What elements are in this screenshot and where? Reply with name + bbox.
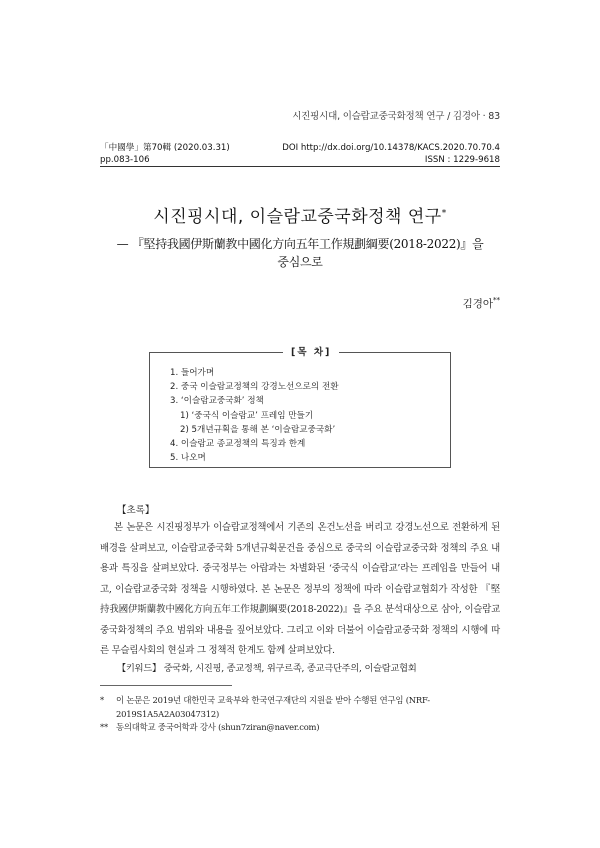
footnotes [100, 694, 500, 735]
toc-item: 4. 이슬람교 종교정책의 특징과 한계 [170, 438, 306, 449]
keywords-text: 중국화, 시진핑, 종교정책, 위구르족, 종교극단주의, 이슬람교협회 [163, 663, 417, 674]
footnote-text: 동의대학교 중국어학과 강사 (shun7ziran@naver.com) [116, 722, 320, 732]
abstract-heading: 【초록】 [117, 505, 155, 516]
keywords [117, 660, 507, 674]
author [463, 296, 500, 311]
footnote [100, 721, 500, 735]
doi-link[interactable]: DOI http://dx.doi.org/10.14378/KACS.2020.70.70.4 [282, 143, 500, 153]
journal-issue: 「中國學」第70輯 (2020.03.31) [100, 143, 230, 153]
footnote [100, 694, 500, 721]
meta-divider [100, 166, 500, 167]
toc-item: 1. 들어가며 [170, 368, 215, 378]
footnote-mark: * [100, 695, 104, 705]
toc-heading: [목 차] [283, 344, 339, 358]
abstract-body: 본 논문은 시진핑정부가 이슬람교정책에서 기존의 온건노선을 버리고 강경노선으로 전환하게 된 배경을 살펴보고, 이슬람교중국화 5개년규획문건을 중심으로 중국의 이슬람교중국화 정책의 주요 내용과 특징을 살펴보았다. 중국정부는 아랍과는 차별화된 ‘중국식 이슬람교’라는 프레임을 만들어 내고, 이슬람교중국화 정책을 시행하였다. 본 논문은 정부의 정책에 따라 이슬람교협회가 작성한 『堅持我國伊斯蘭教中國化方向五年工作規劃綱要(2018-2022)』을 주요 분석대상으로 삼아, 이슬람교중국화정책의 주요 범위와 내용을 짚어보았다. 그리고 이와 더불어 이슬람교중국화 정책의 시행에 따른 무슬림사회의 현실과 그 정책적 한계도 함께 살펴보았다. [100, 522, 500, 656]
running-head: 시진핑시대, 이슬람교중국화정책 연구 / 김경아 · 83 [292, 111, 500, 122]
paper-subtitle [80, 235, 520, 271]
footnote-mark: ** [100, 722, 108, 732]
toc-item: 5. 나오며 [170, 453, 206, 464]
paper-title [80, 202, 520, 227]
journal-meta [100, 142, 500, 166]
subtitle-line-2: 중심으로 [277, 255, 323, 269]
footnote-text: 이 논문은 2019년 대한민국 교육부와 한국연구재단의 지원을 받아 수행된 연구임 (NRF-2019S1A5A2A03047312) [116, 695, 430, 719]
title-block [80, 202, 520, 271]
toc-subitem: 1) ‘중국식 이슬람교’ 프레임 만들기 [180, 410, 314, 421]
toc-list [170, 366, 339, 465]
issn: ISSN : 1229-9618 [424, 155, 500, 165]
toc-subitem: 2) 5개년규획을 통해 본 ‘이슬람교중국화’ [180, 424, 336, 435]
toc-item: 2. 중국 이슬람교정책의 강경노선으로의 전환 [170, 382, 339, 393]
toc-item: 3. ‘이슬람교중국화’ 정책 [170, 396, 264, 407]
paper-title-text: 시진핑시대, 이슬람교중국화정책 연구 [153, 207, 442, 227]
author-footnote-mark[interactable]: ** [493, 296, 500, 305]
title-footnote-mark[interactable]: * [441, 208, 447, 219]
author-name: 김경아 [462, 298, 493, 310]
subtitle-line-1: — 『堅持我國伊斯蘭教中國化方向五年工作規劃綱要(2018-2022)』을 [116, 237, 484, 251]
footnote-divider [100, 685, 232, 686]
keywords-label: 【키워드】 [117, 663, 162, 674]
page-range: pp.083-106 [100, 155, 150, 165]
